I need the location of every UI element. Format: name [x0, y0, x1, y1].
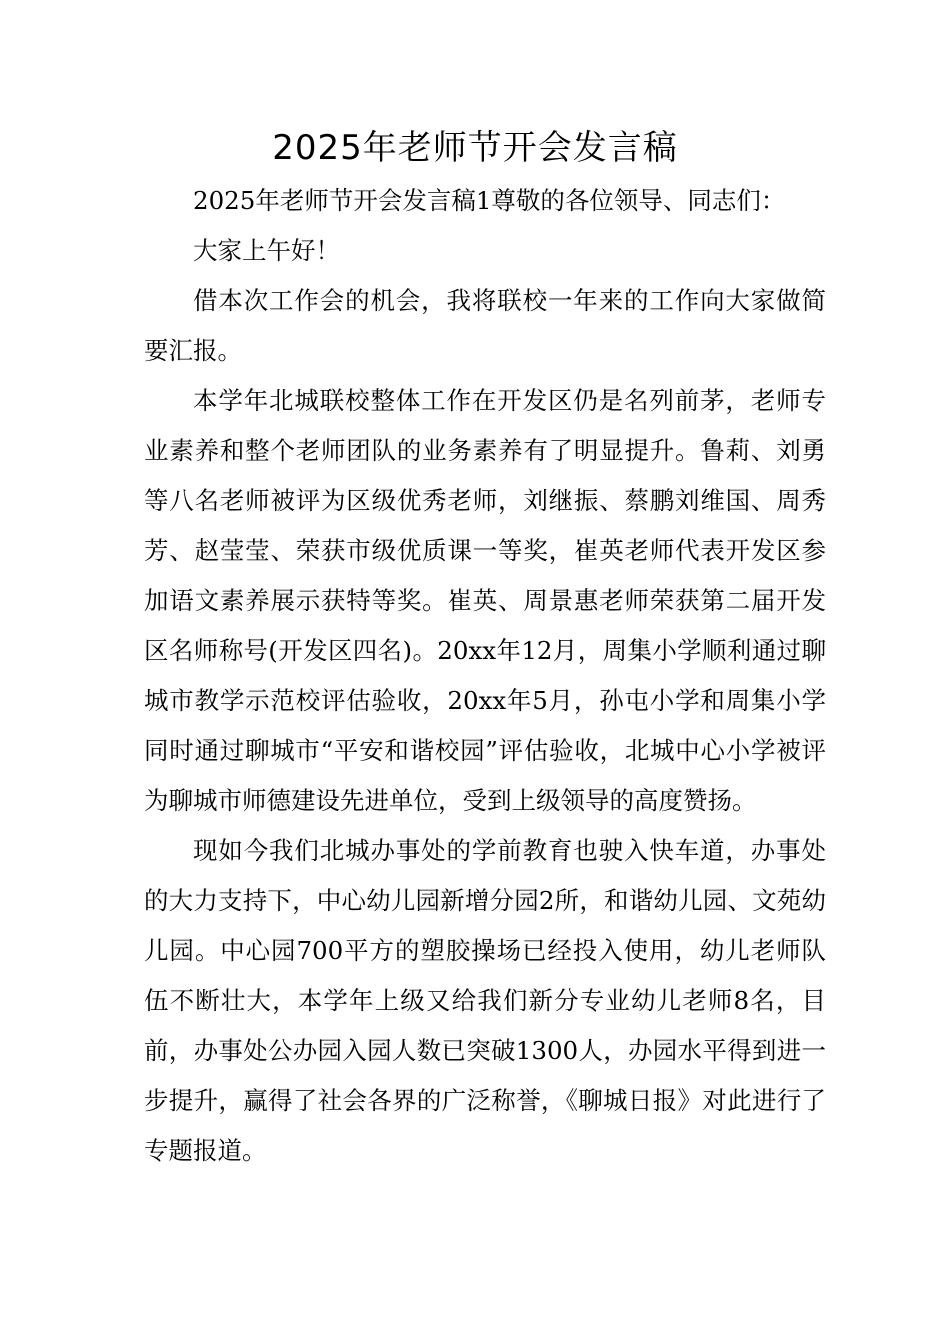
paragraph: 现如今我们北城办事处的学前教育也驶入快车道，办事处的大力支持下，中心幼儿园新增分园2所，和谐幼儿园、文苑幼儿园。中心园700平方的塑胶操场已经投入使用，幼儿老师队伍不断壮大，本学年上级又给我们新分专业幼儿老师8名，目前，办事处公办园入园人数已突破1300人，办园水平得到进一步提升，赢得了社会各界的广泛称誉，《聊城日报》对此进行了专题报道。 — [144, 836, 826, 1165]
document-title: 2025年老师节开会发言稿 — [272, 128, 678, 168]
paragraph: 本学年北城联校整体工作在开发区仍是名列前茅，老师专业素养和整个老师团队的业务素养有了明显提升。鲁莉、刘勇等八名老师被评为区级优秀老师，刘继振、蔡鹏刘维国、周秀芳、赵莹莹、荣获市级优质课一等奖，崔英老师代表开发区参加语文素养展示获特等奖。崔英、周景惠老师荣获第二届开发区名师称号(开发区四名)。20xx年12月，周集小学顺利通过聊城市教学示范校评估验收，20xx年5月，孙屯小学和周集小学同时通过聊城市“平安和谐校园”评估验收，北城中心小学被评为聊城市师德建设先进单位，受到上级领导的高度赞扬。 — [144, 386, 826, 815]
document-body — [144, 176, 826, 1176]
paragraph: 2025年老师节开会发言稿1尊敬的各位领导、同志们： — [193, 186, 786, 215]
paragraph: 大家上午好！ — [193, 236, 340, 265]
paragraph: 借本次工作会的机会，我将联校一年来的工作向大家做简要汇报。 — [144, 286, 826, 365]
